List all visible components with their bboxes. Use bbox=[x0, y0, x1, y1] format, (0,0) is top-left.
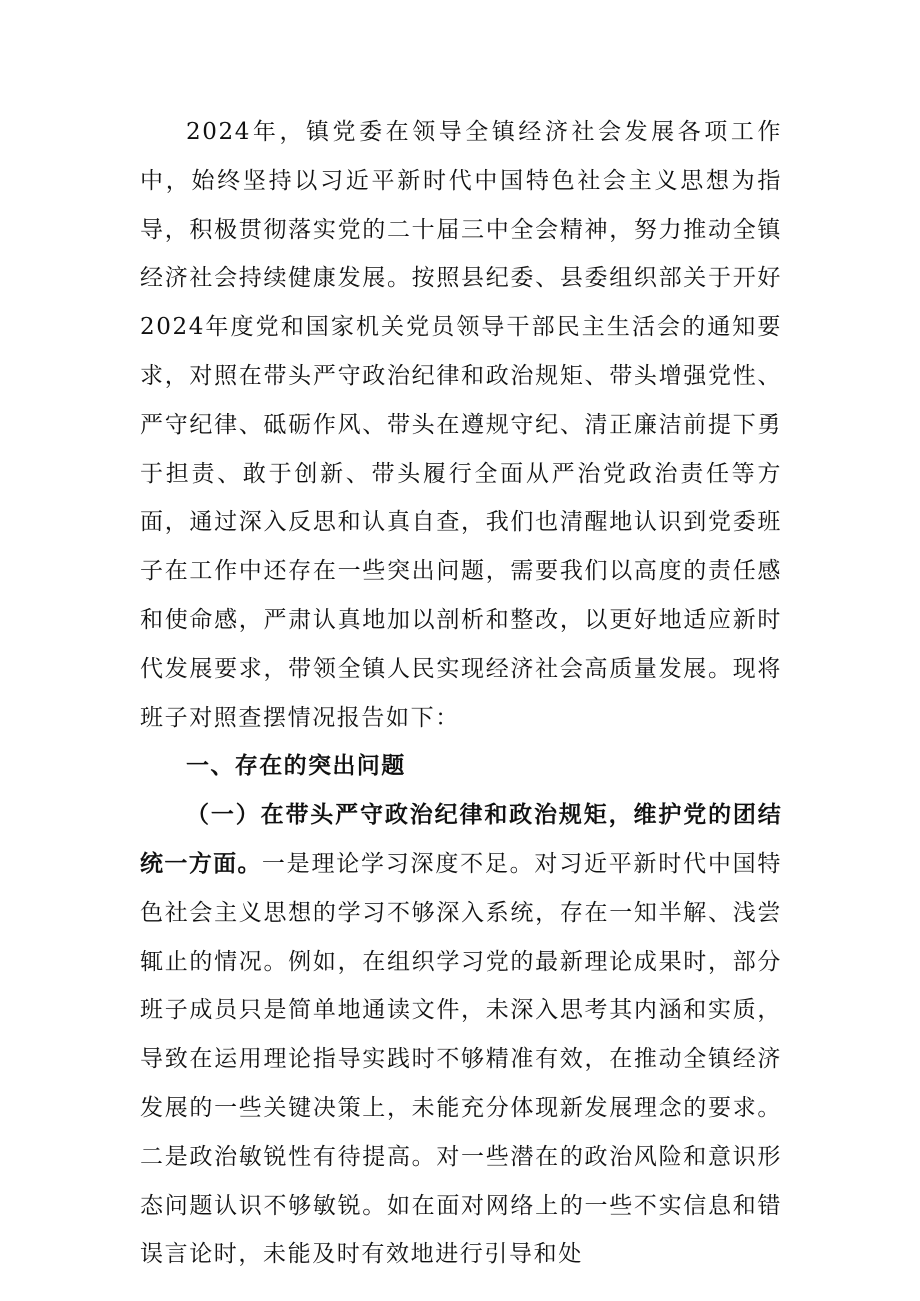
document-body bbox=[140, 108, 782, 1279]
subsection-heading: （一）在带头严守政治纪律和政治规矩，维护党的团结统一方面。 bbox=[140, 802, 782, 877]
section-heading: 一、存在的突出问题 bbox=[186, 753, 406, 780]
intro-paragraph: 2024年，镇党委在领导全镇经济社会发展各项工作中，始终坚持以习近平新时代中国特色社会主义思想为指导，积极贯彻落实党的二十届三中全会精神，努力推动全镇经济社会持续健康发展。按照县纪委、县委组织部关于开好2024年度党和国家机关党员领导干部民主生活会的通知要求，对照在带头严守政治纪律和政治规矩、带头增强党性、严守纪律、砥砺作风、带头在遵规守纪、清正廉洁前提下勇于担责、敢于创新、带头履行全面从严治党政治责任等方面，通过深入反思和认真自查，我们也清醒地认识到党委班子在工作中还存在一些突出问题，需要我们以高度的责任感和使命感，严肃认真地加以剖析和整改，以更好地适应新时代发展要求，带领全镇人民实现经济社会高质量发展。现将班子对照查摆情况报告如下： bbox=[140, 119, 782, 731]
subsection-body: 一是理论学习深度不足。对习近平新时代中国特色社会主义思想的学习不够深入系统，存在一知半解、浅尝辄止的情况。例如，在组织学习党的最新理论成果时，部分班子成员只是简单地通读文件，未深入思考其内涵和实质，导致在运用理论指导实践时不够精准有效，在推动全镇经济发展的一些关键决策上，未能充分体现新发展理念的要求。二是政治敏锐性有待提高。对一些潜在的政治风险和意识形态问题认识不够敏锐。如在面对网络上的一些不实信息和错误言论时，未能及时有效地进行引导和处 bbox=[140, 850, 783, 1268]
subsection-paragraph bbox=[140, 791, 782, 1279]
